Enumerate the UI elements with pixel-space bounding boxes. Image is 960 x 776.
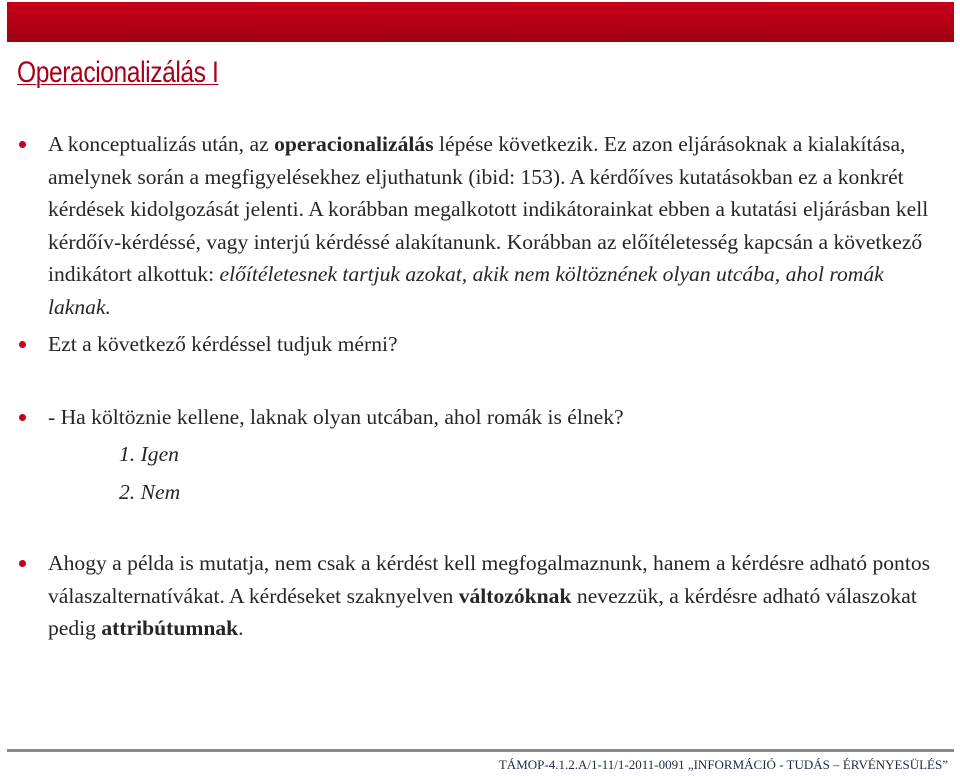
answer-option: 2. Nem	[119, 479, 181, 504]
header-bar	[7, 2, 954, 42]
footer-divider	[7, 749, 954, 752]
question-text: - Ha költöznie kellene, laknak olyan utcában, ahol romák is élnek?	[48, 404, 624, 429]
bullet-text: .	[238, 616, 244, 640]
bullet-text: Ahogy a példa is mutatja, nem csak a kérdést kell megfogalmaznunk, hanem a kérdésre adható pontos válaszalternatívákat. A kérdéseket szaknyelven	[48, 551, 931, 608]
bullet-item	[17, 547, 952, 645]
bullet-dot-icon	[19, 560, 26, 567]
bold-term: operacionalizálás	[274, 132, 434, 156]
bullet-text: A konceptualizás után, az	[48, 132, 275, 156]
bullet-dot-icon	[19, 414, 26, 421]
bullet-text: lépése következik. Ez azon eljárásoknak a kialakítása, amelynek során a megfigyelésekhez eljuthatunk (ibid: 153). A kérdőíves kutatásokban ez a konkrét kérdések kidolgozását jelenti. A korábban megalkotott indikátorainkat ebben a kutatási eljárásban kell kérdőív-kérdéssé, vagy interjú kérdéssé alakítanunk. Korábban az előítéletesség kapcsán a következő indikátort alkottuk:	[48, 132, 929, 286]
italic-indicator: előítéletesnek tartjuk azokat, akik nem költöznének olyan utcába, ahol romák laknak.	[48, 262, 884, 319]
bullet-text: Ezt a következő kérdéssel tudjuk mérni?	[48, 332, 398, 356]
slide-title: Operacionalizálás I	[17, 56, 219, 89]
bold-term: változóknak	[458, 583, 572, 608]
bullet-item	[17, 328, 952, 361]
bullet-dot-icon	[19, 341, 26, 348]
bullet-text: nevezzük, a kérdésre adható válaszokat pedig	[48, 583, 917, 640]
bullet-dot-icon	[19, 141, 26, 148]
bullet-item	[17, 401, 952, 434]
bold-term: attribútumnak	[101, 616, 239, 640]
bullet-item	[17, 128, 952, 323]
answer-option: 1. Igen	[119, 442, 179, 466]
footer-text: TÁMOP-4.1.2.A/1-11/1-2011-0091 „INFORMÁCIÓ - TUDÁS – ÉRVÉNYESÜLÉS”	[498, 757, 948, 772]
slide-content	[17, 128, 952, 645]
